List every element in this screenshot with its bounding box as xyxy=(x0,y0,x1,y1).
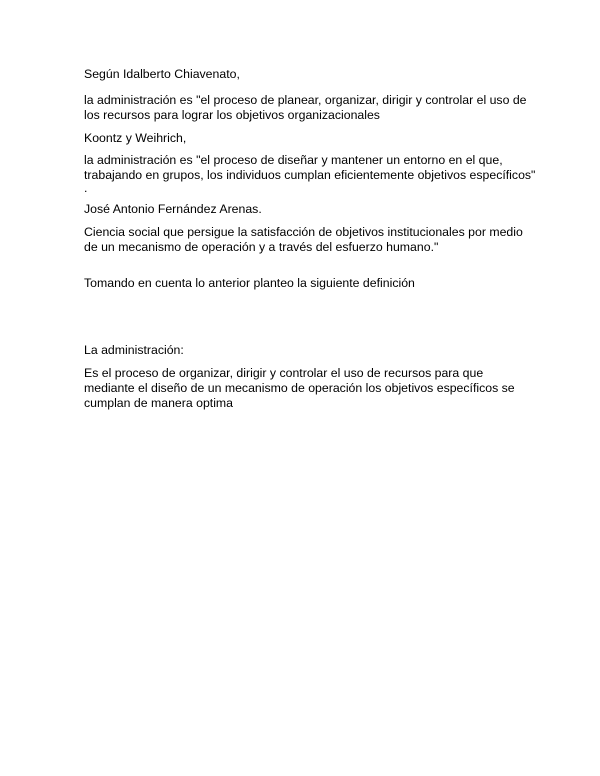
author-heading-chiavenato: Según Idalberto Chiavenato, xyxy=(84,67,240,81)
definition-fernandez-line-2: de un mecanismo de operación y a través del esfuerzo humano." xyxy=(84,240,439,254)
author-heading-koontz-weihrich: Koontz y Weihrich, xyxy=(84,131,187,145)
definition-chiavenato-line-2: los recursos para lograr los objetivos organizacionales xyxy=(84,108,380,122)
definition-koontz-line-1: la administración es "el proceso de diseñar y mantener un entorno en el que, xyxy=(84,153,503,167)
transition-sentence: Tomando en cuenta lo anterior planteo la siguiente definición xyxy=(84,276,415,290)
definition-chiavenato-line-1: la administración es "el proceso de planear, organizar, dirigir y controlar el uso de xyxy=(84,93,527,107)
definition-fernandez-line-1: Ciencia social que persigue la satisfacción de objetivos institucionales por medio xyxy=(84,225,523,239)
own-definition-line-1: Es el proceso de organizar, dirigir y controlar el uso de recursos para que xyxy=(84,366,484,380)
own-definition-line-3: cumplan de manera optima xyxy=(84,396,234,410)
definition-koontz-line-3: . xyxy=(84,181,88,195)
author-heading-fernandez-arenas: José Antonio Fernández Arenas. xyxy=(84,202,262,216)
definition-koontz-line-2: trabajando en grupos, los individuos cumplan eficientemente objetivos específicos" xyxy=(84,168,536,182)
own-definition-heading: La administración: xyxy=(84,343,184,357)
own-definition-line-2: mediante el diseño de un mecanismo de operación los objetivos específicos se xyxy=(84,381,515,395)
